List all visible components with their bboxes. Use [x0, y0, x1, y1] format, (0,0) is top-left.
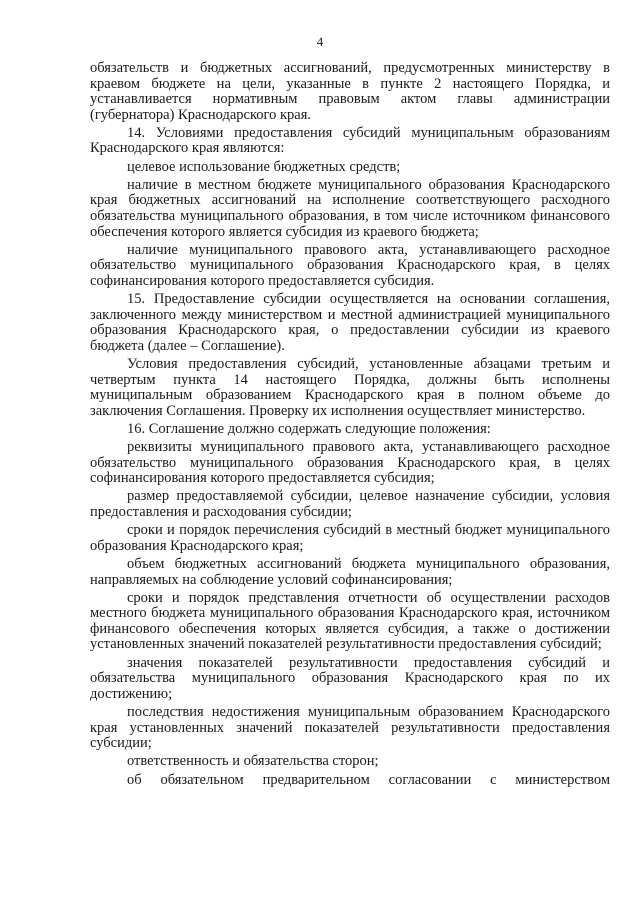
paragraph: наличие в местном бюджете муниципального образования Краснодарского края бюджетных ассигнований на исполнение соответствующего расходного обязательства муниципального образования, в том числе источником финансового обеспечения которого является субсидия из краевого бюджета;	[90, 176, 610, 240]
paragraph: об обязательном предварительном согласовании с министерством	[127, 771, 610, 788]
paragraph: реквизиты муниципального правового акта, устанавливающего расходное обязательство муниципального образования Краснодарского края, в целях софинансирования которого предоставляется субсидия;	[90, 439, 610, 487]
paragraph: 15. Предоставление субсидии осуществляется на основании соглашения, заключенного между министерством и местной администрацией муниципального образования Краснодарского края, о предоставлении субсидии из краевого бюджета (далее – Соглашение).	[90, 291, 610, 354]
paragraph: значения показателей результативности предоставления субсидий и обязательства муниципального образования Краснодарского края по их достижению;	[90, 654, 610, 702]
paragraph: ответственность и обязательства сторон;	[127, 753, 379, 770]
document-body	[90, 61, 610, 791]
page-number: 4	[316, 34, 324, 49]
paragraph: размер предоставляемой субсидии, целевое назначение субсидии, условия предоставления и расходования субсидии;	[90, 488, 610, 520]
paragraph: целевое использование бюджетных средств;	[127, 158, 401, 175]
paragraph: последствия недостижения муниципальным образованием Краснодарского края установленных значений показателей результативности предоставления субсидии;	[90, 703, 610, 752]
paragraph: сроки и порядок перечисления субсидий в местный бюджет муниципального образования Краснодарского края;	[90, 522, 610, 554]
paragraph: Условия предоставления субсидий, установленные абзацами третьим и четвертым пункта 14 настоящего Порядка, должны быть исполнены муниципальным образованием Краснодарского края в полном объеме до заключения Соглашения. Проверку их исполнения осуществляет министерство.	[90, 355, 610, 419]
paragraph: 16. Соглашение должно содержать следующие положения:	[127, 420, 491, 437]
paragraph: 14. Условиями предоставления субсидий муниципальным образованиям Краснодарского края являются:	[90, 124, 610, 157]
paragraph: сроки и порядок представления отчетности об осуществлении расходов местного бюджета муниципального образования Краснодарского края, источником финансового обеспечения которых является субсидия, а также о достижении установленных значений показателей результативности предоставления субсидий;	[90, 589, 610, 653]
paragraph: обязательств и бюджетных ассигнований, предусмотренных министерству в краевом бюджете на цели, указанные в пункте 2 настоящего Порядка, и устанавливается нормативным правовым актом главы администрации (губернатора) Краснодарского края.	[90, 60, 610, 123]
paragraph: объем бюджетных ассигнований бюджета муниципального образования, направляемых на соблюдение условий софинансирования;	[90, 555, 610, 588]
paragraph: наличие муниципального правового акта, устанавливающего расходное обязательство муниципального образования Краснодарского края, в целях софинансирования которого предоставляется субсидия.	[90, 241, 610, 289]
